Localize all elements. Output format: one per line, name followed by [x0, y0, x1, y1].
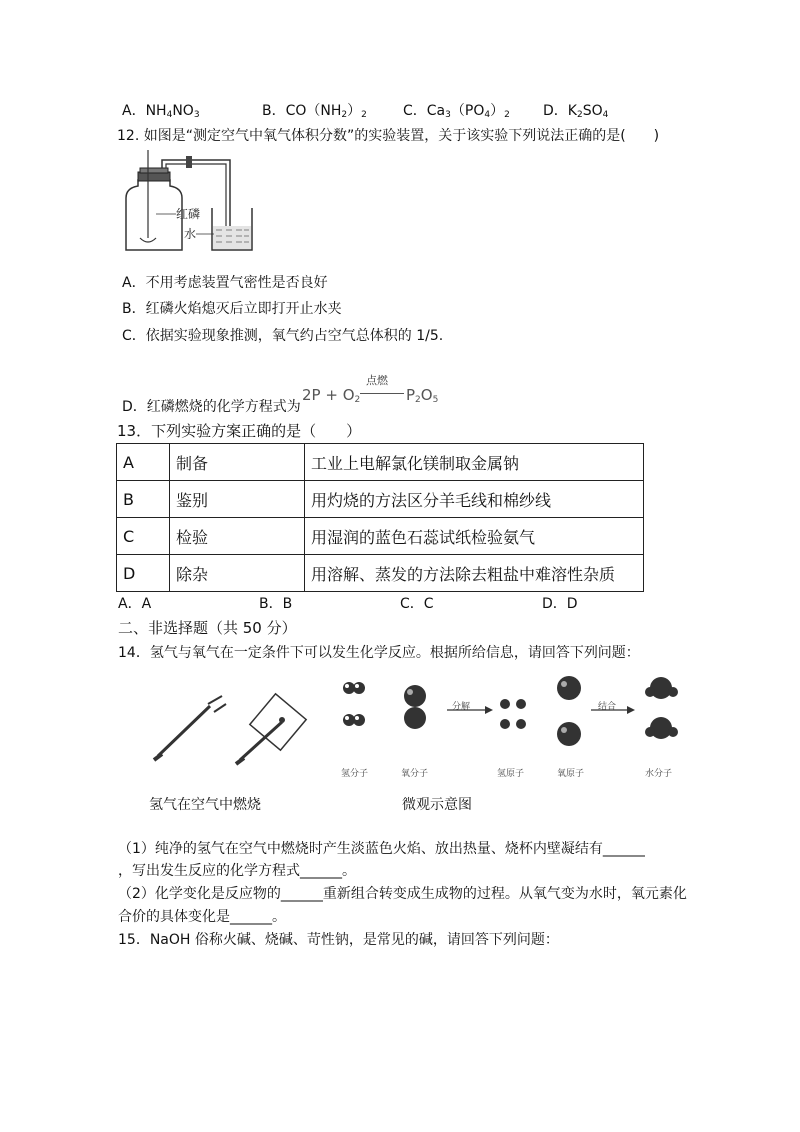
- label-decompose: 分解: [452, 702, 471, 712]
- row-category: 除杂: [170, 555, 305, 592]
- q12-option-b: B．红磷火焰熄灭后立即打开止水夹: [122, 301, 342, 317]
- row-letter: C: [117, 518, 170, 555]
- row-method: 用溶解、蒸发的方法除去粗盐中难溶性杂质: [305, 555, 644, 592]
- row-letter: B: [117, 481, 170, 518]
- row-method: 用灼烧的方法区分羊毛线和棉纱线: [305, 481, 644, 518]
- row-letter: A: [117, 444, 170, 481]
- q11-option-b: B．$CO(NH_2)_2$: [262, 103, 367, 120]
- section2-title: 二、非选择题（共 50 分）: [118, 619, 297, 637]
- table-row: [117, 444, 644, 481]
- hydrogen-burning-figure: [150, 690, 320, 770]
- row-method: 用湿润的蓝色石蕊试纸检验氨气: [305, 518, 644, 555]
- row-category: 鉴别: [170, 481, 305, 518]
- equation-product: $P_2O_5$: [406, 386, 439, 405]
- q11-option-c: C．$Ca_3(PO_4)_2$: [403, 103, 510, 120]
- q14-part2-line1: （2）化学变化是反应物的______重新组合转变成生成物的过程。从氧气变为水时，氧元素化: [118, 886, 687, 902]
- q12-option-a: A．不用考虑装置气密性是否良好: [122, 275, 328, 291]
- q12-stem: 12. 如图是“测定空气中氧气体积分数”的实验装置，关于该实验下列说法正确的是( ): [117, 128, 660, 144]
- q13-choice-d: D．D: [542, 596, 578, 612]
- q14-part2-line2: 合价的具体变化是______。: [118, 909, 286, 925]
- q12-option-c: C．依据实验现象推测，氧气约占空气总体积的 1/5.: [122, 328, 444, 344]
- q11-option-d: D．$K_2SO_4$: [543, 103, 609, 120]
- q11-option-a: A．$NH_4NO_3$: [122, 103, 200, 120]
- q15-stem: 15．NaOH 俗称火碱、烧碱、苛性钠，是常见的碱，请回答下列问题：: [118, 932, 559, 948]
- q13-choice-c: C．C: [400, 596, 434, 612]
- table-row: [117, 518, 644, 555]
- q13-table: [116, 443, 644, 592]
- water-label: 水: [184, 227, 197, 241]
- table-row: [117, 555, 644, 592]
- label-hydrogen-molecule: 氢分子: [341, 769, 369, 779]
- q14-part1-line1: （1）纯净的氢气在空气中燃烧时产生淡蓝色火焰、放出热量、烧杯内壁凝结有______: [118, 841, 645, 857]
- q13-choice-a: A．A: [118, 596, 152, 612]
- row-category: 检验: [170, 518, 305, 555]
- red-phosphorus-label: 红磷: [176, 207, 201, 221]
- label-water-molecule: 水分子: [645, 769, 673, 779]
- label-oxygen-molecule: 氧分子: [401, 769, 429, 779]
- q13-choice-b: B．B: [259, 596, 293, 612]
- row-method: 工业上电解氯化镁制取金属钠: [305, 444, 644, 481]
- q12-option-d: D．红磷燃烧的化学方程式为: [122, 399, 301, 415]
- label-combine: 结合: [598, 702, 617, 712]
- label-hydrogen-atom: 氢原子: [497, 769, 525, 779]
- q14-part1-line2: ，写出发生反应的化学方程式______。: [118, 863, 356, 879]
- label-oxygen-atom: 氧原子: [557, 769, 585, 779]
- equation-arrow-line: [360, 393, 404, 394]
- phosphorus-combustion-equation: [302, 374, 452, 410]
- equation-reactants: $2P + O_2$: [302, 386, 361, 405]
- q14-stem: 14．氢气与氧气在一定条件下可以发生化学反应。根据所给信息，请回答下列问题：: [118, 645, 640, 661]
- row-letter: D: [117, 555, 170, 592]
- oxygen-experiment-apparatus-figure: [118, 150, 268, 258]
- equation-condition: 点燃: [366, 374, 388, 387]
- caption-micro-diagram: 微观示意图: [402, 797, 472, 813]
- row-category: 制备: [170, 444, 305, 481]
- table-row: [117, 481, 644, 518]
- q13-stem: 13．下列实验方案正确的是（ ）: [117, 422, 362, 440]
- caption-hydrogen-burning: 氢气在空气中燃烧: [149, 797, 261, 813]
